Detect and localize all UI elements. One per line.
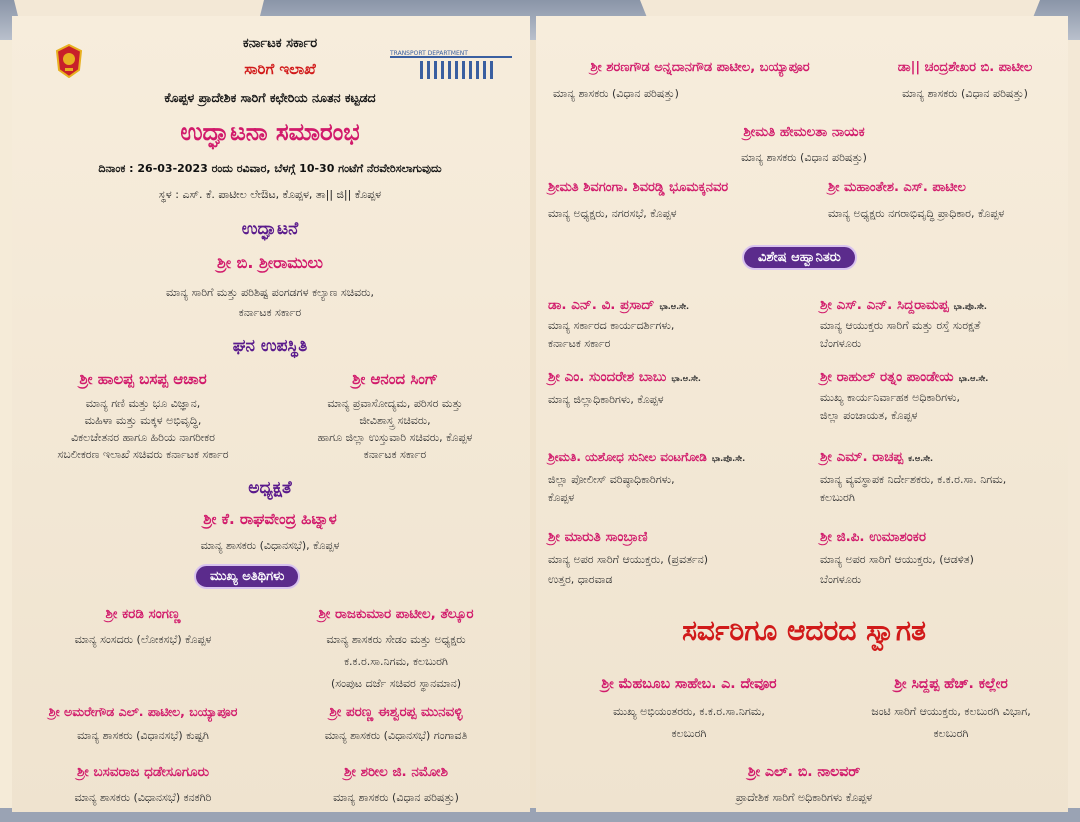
chief-guest-desc: ಮಾನ್ಯ ಸಂಸದರು (ಲೋಕಸಭೆ) ಕೊಪ್ಪಳ [74,633,212,646]
invitee-desc: ಮಾನ್ಯ ಆಯುಕ್ತರು ಸಾರಿಗೆ ಮತ್ತು ರಸ್ತೆ ಸುರಕ್ಷತೆ [820,319,981,332]
chief-guest-name: ಶ್ರೀ ಪರಣ್ಣ ಈಶ್ವರಪ್ಪ ಮುನವಳ್ಳಿ [329,704,463,720]
invitee-desc: ಮಾನ್ಯ ಅಪರ ಸಾರಿಗೆ ಆಯುಕ್ತರು, (ಆಡಳಿತ) [820,553,974,566]
invitee [820,526,926,545]
invitee-desc: ಕೊಪ್ಪಳ [548,491,575,504]
host-name: ಶ್ರೀ ಎಲ್. ಬಿ. ನಾಲವರ್ [747,764,861,780]
chief-guest-desc: ಮಾನ್ಯ ಶಾಸಕರು (ವಿಧಾನಸಭೆ) ಕನಕಗಿರಿ [74,791,212,804]
invitee-degree: ಭಾ.ಆ.ಸೇ. [659,302,690,311]
dept-title: ಸಾರಿಗೆ ಇಲಾಖೆ [244,60,316,78]
event-venue: ಸ್ಥಳ : ಎಸ್. ಕೆ. ಪಾಟೀಲ ಲೇಔಟ, ಕೊಪ್ಪಳ, ತಾ|| ಜಿ|| ಕೊಪ್ಪಳ [158,188,382,201]
govt-title: ಕರ್ನಾಟಕ ಸರ್ಕಾರ [242,36,318,51]
guest-name: ಶ್ರೀಮತಿ ಹೇಮಲತಾ ನಾಯಕ [743,124,865,140]
presence-name: ಶ್ರೀ ಹಾಲಪ್ಪ ಬಸಪ್ಪ ಆಚಾರ [79,370,207,388]
presidency-heading: ಅಧ್ಯಕ್ಷತೆ [248,478,292,498]
invitee-desc: ಬೆಂಗಳೂರು [820,337,862,350]
presence-desc: ಮಾನ್ಯ ಪ್ರವಾಸೋದ್ಯಮ, ಪರಿಸರ ಮತ್ತು [327,397,463,410]
invitee-desc: ಜಿಲ್ಲಾ ಪೋಲೀಸ್ ವರಿಷ್ಠಾಧಿಕಾರಿಗಳು, [548,473,675,486]
invitee-degree: ಕ.ಆ.ಸೇ. [908,454,934,463]
invitee-desc: ಕರ್ನಾಟಕ ಸರ್ಕಾರ [548,337,611,350]
inaugurator-desc: ಕರ್ನಾಟಕ ಸರ್ಕಾರ [238,306,302,319]
chief-guest-name: ಶ್ರೀ ಬಸವರಾಜ ಧಡೇಸೂಗೂರು [76,764,210,780]
invitee [548,294,689,313]
invitee [820,366,988,385]
host-desc: ಕಲಬುರಗಿ [671,727,707,740]
presence-desc: ಕರ್ನಾಟಕ ಸರ್ಕಾರ [363,448,427,461]
chief-guest-name: ಶ್ರೀ ಕರಡಿ ಸಂಗಣ್ಣ [105,606,181,622]
presence-desc: ಮಹಿಳಾ ಮತ್ತು ಮಕ್ಕಳ ಅಭಿವೃದ್ಧಿ, [84,414,202,427]
invitee [548,526,648,545]
karnataka-emblem-icon [54,44,84,78]
inaugurator-desc: ಮಾನ್ಯ ಸಾರಿಗೆ ಮತ್ತು ಪರಿಶಿಷ್ಟ ಪಂಗಡಗಳ ಕಲ್ಯಾಣ ಸಚಿವರು, [166,286,374,299]
invitee-desc: ಮಾನ್ಯ ವ್ಯವಸ್ಥಾಪಕ ನಿರ್ದೇಶಕರು, ಕ.ಕ.ರ.ಸಾ. ನಿಗಮ, [820,473,1007,486]
chief-guest-desc: ಮಾನ್ಯ ಶಾಸಕರು (ವಿಧಾನಸಭೆ) ಗಂಗಾವತಿ [324,729,468,742]
guest-desc: ಮಾನ್ಯ ಶಾಸಕರು (ವಿಧಾನ ಪರಿಷತ್ತು) [902,87,1028,100]
presence-heading: ಘನ ಉಪಸ್ಥಿತಿ [232,336,308,356]
inaugurator-name: ಶ್ರೀ ಬಿ. ಶ್ರೀರಾಮುಲು [216,253,323,272]
guest-name: ಶ್ರೀ ಮಹಾಂತೇಶ. ಎಸ್. ಪಾಟೀಲ [828,180,966,195]
event-date: ದಿನಾಂಕ : 26-03-2023 ರಂದು ರವಿವಾರ, ಬೆಳಗ್ಗೆ 10-30 ಗಂಟೆಗೆ ನೆರವೇರಿಸಲಾಗುವುದು [98,162,442,175]
presence-desc: ಸಬಲೀಕರಣ ಇಲಾಖೆ ಸಚಿವರು ಕರ್ನಾಟಕ ಸರ್ಕಾರ [57,448,229,461]
office-title: ಕೊಪ್ಪಳ ಪ್ರಾದೇಶಿಕ ಸಾರಿಗೆ ಕಛೇರಿಯ ನೂತನ ಕಟ್ಟಡದ [164,90,376,105]
invitee-desc: ಮಾನ್ಯ ಜಿಲ್ಲಾಧಿಕಾರಿಗಳು, ಕೊಪ್ಪಳ [548,393,664,406]
invitee-desc: ಮಾನ್ಯ ಅಪರ ಸಾರಿಗೆ ಆಯುಕ್ತರು, (ಪ್ರವರ್ತನ) [548,553,709,566]
invitee-degree: ಭಾ.ಪೊ.ಸೇ. [711,454,746,463]
invitee-desc: ಕಲಬುರಗಿ [820,491,855,504]
invitee-name: ಶ್ರೀಮತಿ. ಯಶೋಧ ಸುನೀಲ ವಂಟಗೋಡಿ [548,450,707,464]
invitee-desc: ಉತ್ತರ, ಧಾರವಾಡ [548,573,613,586]
chief-guest-desc: ಕ.ಕ.ರ.ಸಾ.ನಿಗಮ, ಕಲಬುರಗಿ [344,655,448,668]
chief-guest-name: ಶ್ರೀ ರಾಜಕುಮಾರ ಪಾಟೀಲ, ತೆಲ್ಕೂರ [318,606,474,622]
guest-name: ಡಾ|| ಚಂದ್ರಶೇಖರ ಬಿ. ಪಾಟೀಲ [897,60,1033,75]
invitee-name: ಶ್ರೀ ಎಂ. ಸುಂದರೇಶ ಬಾಬು [548,369,667,385]
invitee-name: ಶ್ರೀ ಜಿ.ಪಿ. ಉಮಾಶಂಕರ [820,529,926,545]
presence-desc: ವಿಕಲಚೇತನರ ಹಾಗೂ ಹಿರಿಯ ನಾಗರೀಕರ [71,431,215,444]
host-desc: ಪ್ರಾದೇಶಿಕ ಸಾರಿಗೆ ಅಧಿಕಾರಿಗಳು ಕೊಪ್ಪಳ [735,791,873,804]
invitee-degree: ಭಾ.ಆ.ಸೇ. [671,374,701,383]
guest-name: ಶ್ರೀ ಶರಣಗೌಡ ಅನ್ನದಾನಗೌಡ ಪಾಟೀಲ, ಬಯ್ಯಾಪೂರ [590,60,810,75]
invitee-desc: ಮಾನ್ಯ ಸರ್ಕಾರದ ಕಾರ್ಯದರ್ಶಿಗಳು, [548,319,675,332]
presence-desc: ಜೀವಿಶಾಸ್ತ್ರ ಸಚಿವರು, [359,414,431,427]
invitee-name: ಶ್ರೀ ಎಸ್. ಎನ್. ಸಿದ್ದರಾಮಪ್ಪ [820,297,949,313]
presence-desc: ಮಾನ್ಯ ಗಣಿ ಮತ್ತು ಭೂ ವಿಜ್ಞಾನ, [85,397,201,410]
invitee [820,294,987,313]
welcome-banner: ಸರ್ವರಿಗೂ ಆದರದ ಸ್ವಾಗತ [682,614,926,647]
invitee [548,446,745,465]
host-desc: ಕಲಬುರಗಿ [933,727,969,740]
invitee-name: ಶ್ರೀ ಮಾರುತಿ ಸಾಂಬ್ರಾಣಿ [548,529,648,545]
invitee [820,446,933,465]
guest-desc: ಮಾನ್ಯ ಶಾಸಕರು (ವಿಧಾನ ಪರಿಷತ್ತು) [741,151,867,164]
host-desc: ಜಂಟಿ ಸಾರಿಗೆ ಆಯುಕ್ತರು, ಕಲಬುರಗಿ ವಿಭಾಗ, [871,705,1031,718]
inauguration-heading: ಉದ್ಘಾಟನೆ [241,219,299,239]
invitee-desc: ಜಿಲ್ಲಾ ಪಂಚಾಯತ, ಕೊಪ್ಪಳ [820,409,918,422]
chief-guests-pill: ಮುಖ್ಯ ಅತಿಥಿಗಳು [194,564,300,589]
chief-guest-name: ಶ್ರೀ ಅಮರೇಗೌಡ ಎಲ್. ಪಾಟೀಲ, ಬಯ್ಯಾಪೂರ [48,704,238,719]
presence-desc: ಹಾಗೂ ಜಿಲ್ಲಾ ಉಸ್ತುವಾರಿ ಸಚಿವರು, ಕೊಪ್ಪಳ [317,431,473,444]
invitee-name: ಡಾ. ಎನ್. ವಿ. ಪ್ರಸಾದ್ [548,297,655,313]
special-invitees-pill: ವಿಶೇಷ ಆಹ್ವಾನಿತರು [742,245,857,270]
invitee-desc: ಮುಖ್ಯ ಕಾರ್ಯನಿರ್ವಾಹಕ ಅಧಿಕಾರಿಗಳು, [820,391,961,404]
guest-name: ಶ್ರೀಮತಿ ಶಿವಗಂಗಾ. ಶಿವರಡ್ಡಿ ಭೂಮಕ್ಕನವರ [548,180,729,195]
chief-guest-name: ಶ್ರೀ ಶರೀಲ ಜಿ. ನಮೋಶಿ [344,764,448,780]
invitee-name: ಶ್ರೀ ರಾಹುಲ್ ರತ್ನಂ ಪಾಂಡೇಯ [820,369,954,385]
guest-desc: ಮಾನ್ಯ ಅಧ್ಯಕ್ಷರು ನಗರಾಭಿವೃದ್ಧಿ ಪ್ರಾಧಿಕಾರ, ಕೊಪ್ಪಳ [828,207,1005,220]
guest-desc: ಮಾನ್ಯ ಅಧ್ಯಕ್ಷರು, ನಗರಸಭೆ, ಕೊಪ್ಪಳ [548,207,677,220]
host-name: ಶ್ರೀ ಸಿದ್ದಪ್ಪ ಹೆಚ್. ಕಲ್ಲೇರ [894,676,1008,692]
invitee-degree: ಭಾ.ಆ.ಸೇ. [958,374,989,383]
chief-guest-desc: (ಸಂಪುಟ ದರ್ಜೆ ಸಚಿವರ ಸ್ಥಾನಮಾನ) [330,677,462,690]
presidency-name: ಶ್ರೀ ಕೆ. ರಾಘವೇಂದ್ರ ಹಿಟ್ನಾಳ [203,510,337,528]
chief-guest-desc: ಮಾನ್ಯ ಶಾಸಕರು (ವಿಧಾನಸಭೆ) ಕುಷ್ಟಗಿ [77,729,209,742]
presence-name: ಶ್ರೀ ಆನಂದ ಸಿಂಗ್ [352,370,438,388]
event-title: ಉದ್ಘಾಟನಾ ಸಮಾರಂಭ [180,118,360,146]
host-name: ಶ್ರೀ ಮೆಹಬೂಬ ಸಾಹೇಬ. ಎ. ದೇವೂರ [601,676,777,692]
chief-guest-desc: ಮಾನ್ಯ ಶಾಸಕರು ಸೇಡಂ ಮತ್ತು ಅಧ್ಯಕ್ಷರು [326,633,466,646]
invitee-degree: ಭಾ.ಪೊ.ಸೇ. [953,302,987,311]
presidency-desc: ಮಾನ್ಯ ಶಾಸಕರು (ವಿಧಾನಸಭೆ), ಕೊಪ್ಪಳ [200,539,340,552]
invitee [548,366,701,385]
host-desc: ಮುಖ್ಯ ಅಭಿಯಂತರರು, ಕ.ಕ.ರ.ಸಾ.ನಿಗಮ, [613,705,765,718]
chief-guest-desc: ಮಾನ್ಯ ಶಾಸಕರು (ವಿಧಾನ ಪರಿಷತ್ತು) [333,791,459,804]
transport-department-logo [390,48,512,80]
logo-text: TRANSPORT DEPARTMENT [390,50,468,57]
invitee-desc: ಬೆಂಗಳೂರು [820,573,862,586]
guest-desc: ಮಾನ್ಯ ಶಾಸಕರು (ವಿಧಾನ ಪರಿಷತ್ತು) [553,87,679,100]
invitee-name: ಶ್ರೀ ಎಮ್. ರಾಚಪ್ಪ [820,449,904,465]
